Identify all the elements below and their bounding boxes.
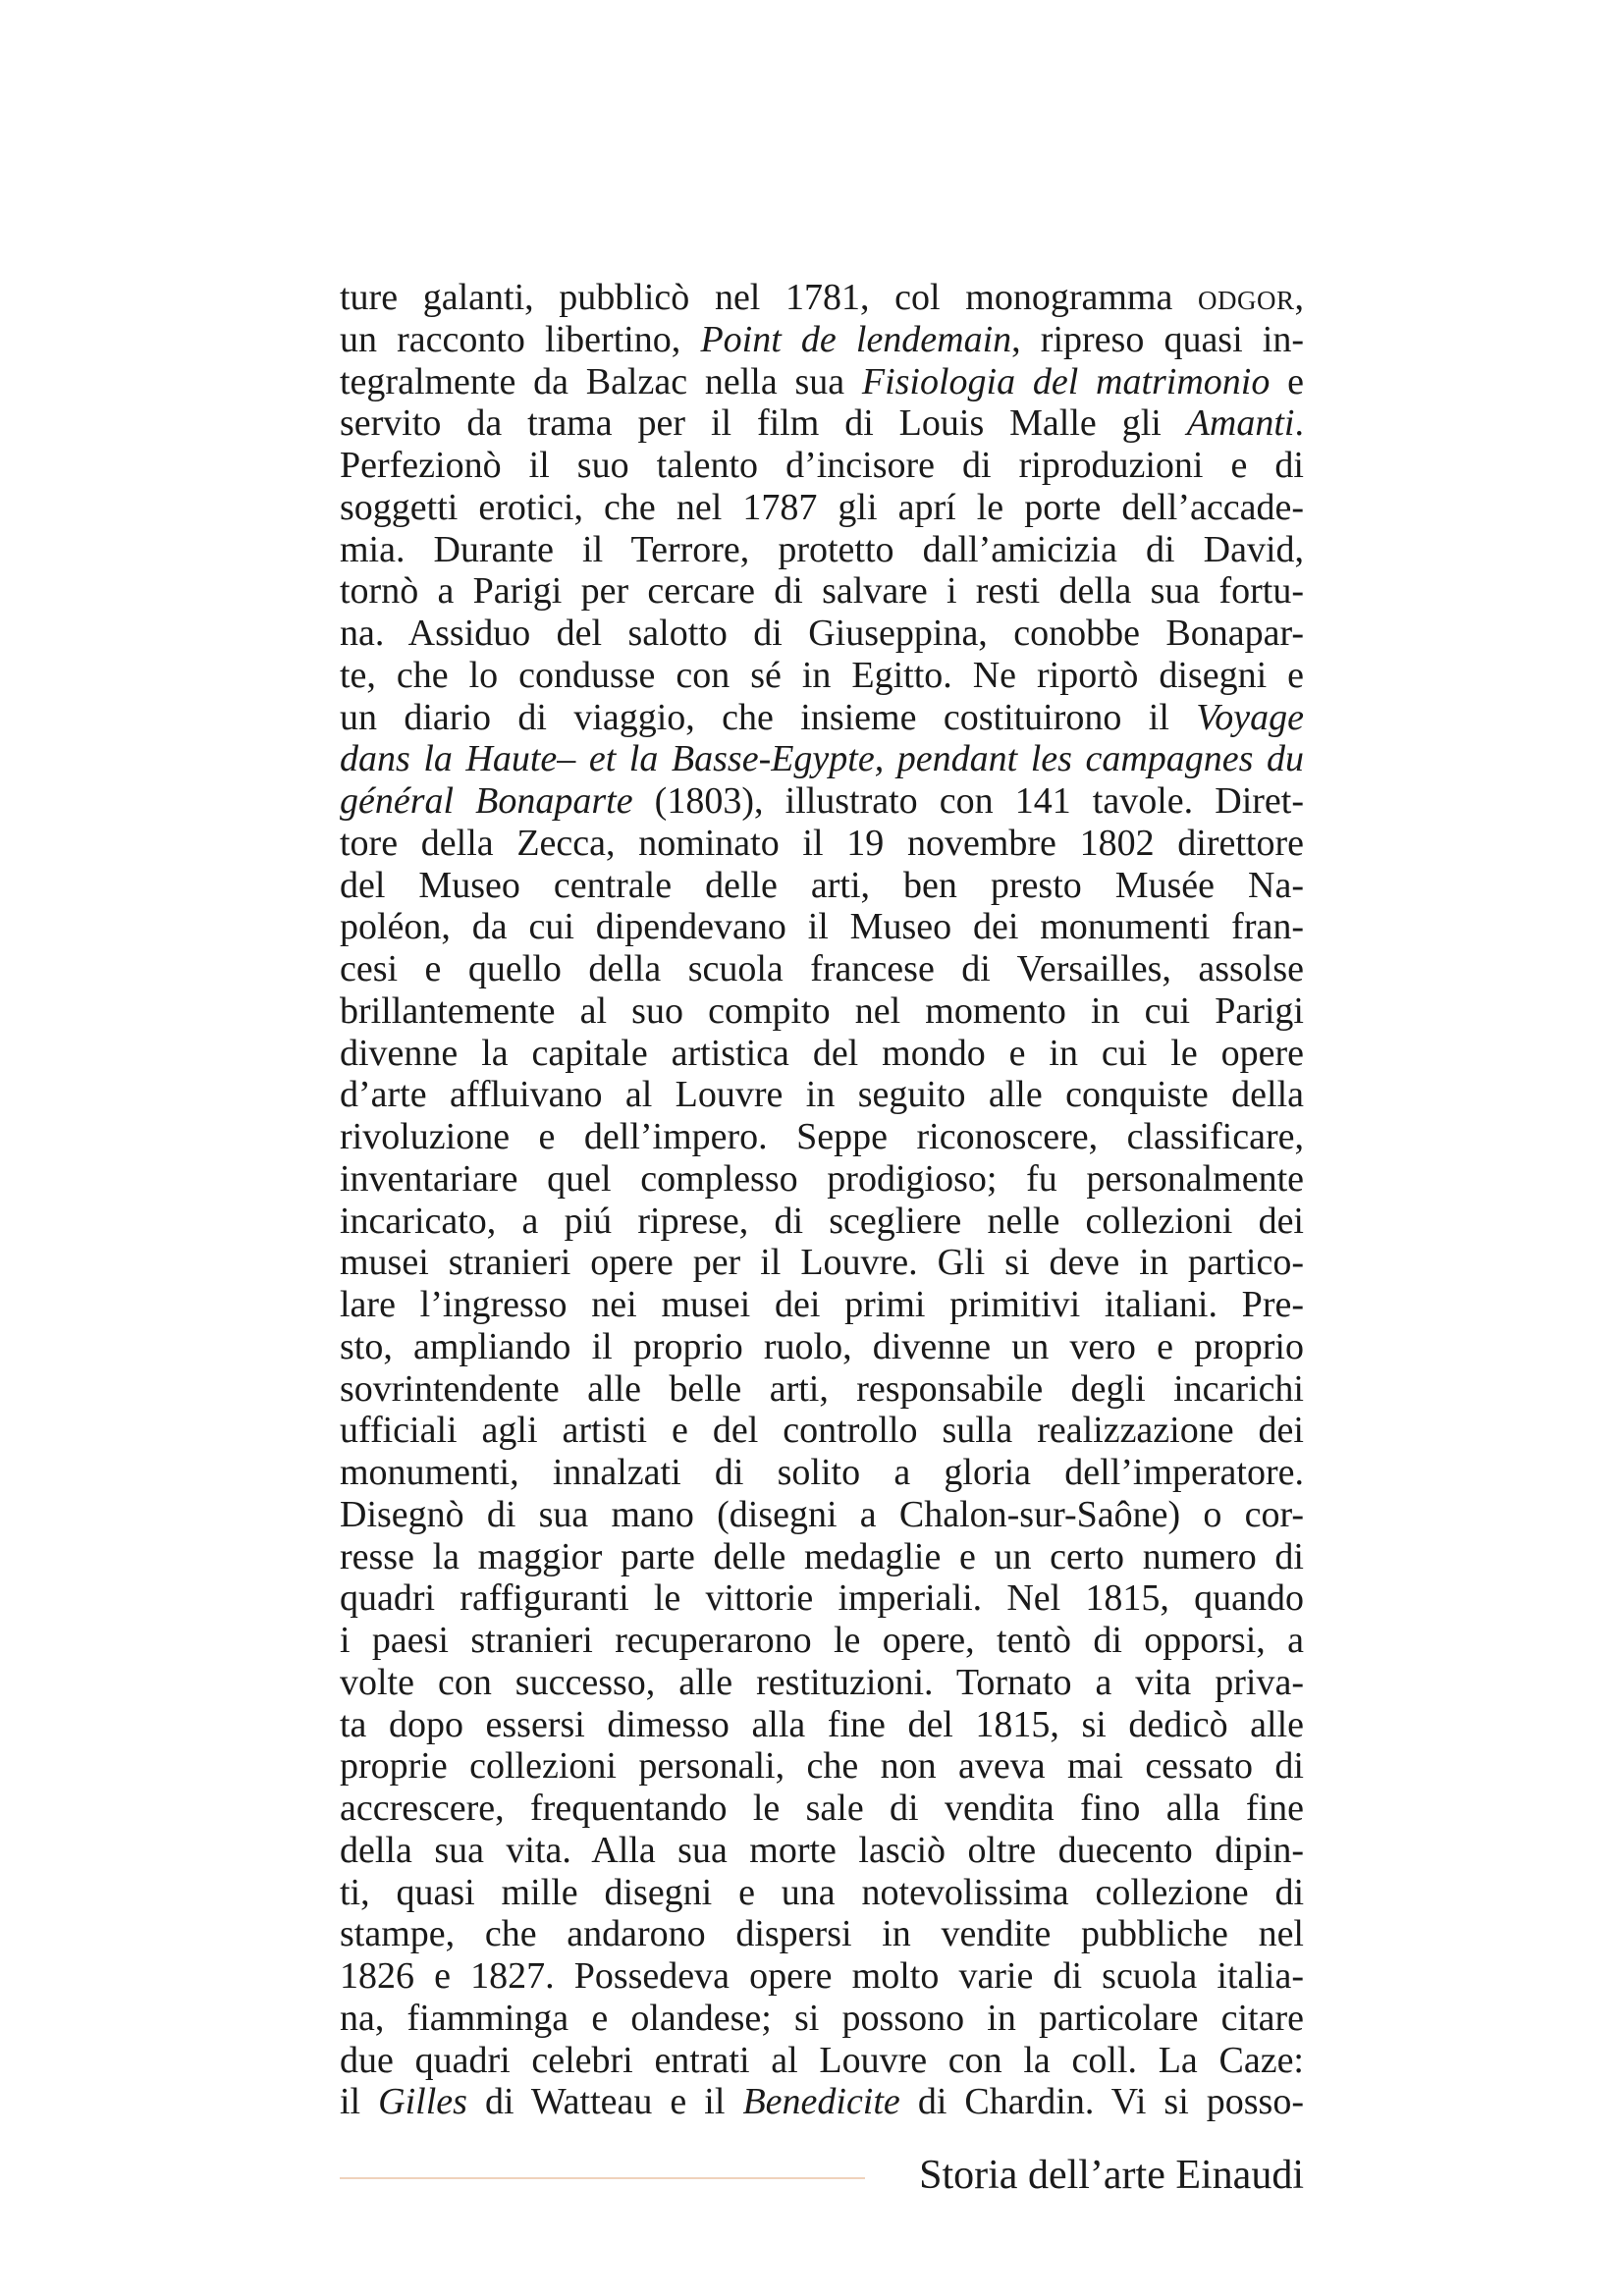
text-line: quadri raffiguranti le vittorie imperiali. Nel 1815, quando [340, 1577, 1304, 1620]
text-line: incaricato, a piú riprese, di scegliere nelle collezioni dei [340, 1200, 1304, 1242]
text-line: proprie collezioni personali, che non aveva mai cessato di [340, 1745, 1304, 1788]
text-line: ufficiali agli artisti e del controllo sulla realizzazione dei [340, 1410, 1304, 1452]
text-line: ture galanti, pubblicò nel 1781, col monogramma odgor, [340, 277, 1304, 318]
text-line: accrescere, frequentando le sale di vendita fino alla fine [340, 1788, 1304, 1829]
text-line: Perfezionò il suo talento d’incisore di riproduzioni e di [340, 445, 1304, 486]
text-line: il Gilles di Watteau e il Benedicite di Chardin. Vi si posso- [340, 2081, 1304, 2123]
text-line: rivoluzione e dell’impero. Seppe riconoscere, classificare, [340, 1116, 1304, 1157]
footer-title: Storia dell’arte Einaudi [919, 2153, 1304, 2198]
text-line: sto, ampliando il proprio ruolo, divenne un vero e proprio [340, 1325, 1304, 1367]
text-line: resse la maggior parte delle medaglie e un certo numero di [340, 1535, 1304, 1577]
text-line: lare l’ingresso nei musei dei primi primitivi italiani. Pre- [340, 1284, 1304, 1325]
text-line: i paesi stranieri recuperarono le opere, tentò di opporsi, a [340, 1620, 1304, 1661]
text-line: un diario di viaggio, che insieme costituirono il Voyage [340, 696, 1304, 738]
text-line: volte con successo, alle restituzioni. Tornato a vita priva- [340, 1661, 1304, 1703]
text-line: mia. Durante il Terrore, protetto dall’amicizia di David, [340, 528, 1304, 570]
text-line: dans la Haute– et la Basse-Egypte, pendant les campagnes du [340, 738, 1304, 780]
text-line: del Museo centrale delle arti, ben presto Musée Na- [340, 864, 1304, 906]
text-line: un racconto libertino, Point de lendemain, ripreso quasi in- [340, 318, 1304, 360]
footer-rule [340, 2177, 865, 2179]
text-line: divenne la capitale artistica del mondo e in cui le opere [340, 1032, 1304, 1074]
text-line: due quadri celebri entrati al Louvre con la coll. La Caze: [340, 2039, 1304, 2081]
text-line: 1826 e 1827. Possedeva opere molto varie di scuola italia- [340, 1955, 1304, 1997]
body-text [340, 277, 1304, 2123]
text-line: Disegnò di sua mano (disegni a Chalon-sur-Saône) o cor- [340, 1493, 1304, 1535]
page-footer [340, 2146, 1304, 2205]
text-line: brillantemente al suo compito nel momento in cui Parigi [340, 989, 1304, 1032]
text-line: stampe, che andarono dispersi in vendite pubbliche nel [340, 1913, 1304, 1955]
text-line: della sua vita. Alla sua morte lasciò oltre duecento dipin- [340, 1829, 1304, 1871]
text-line: poléon, da cui dipendevano il Museo dei monumenti fran- [340, 906, 1304, 948]
text-line: servito da trama per il film di Louis Malle gli Amanti. [340, 402, 1304, 445]
text-line: te, che lo condusse con sé in Egitto. Ne riportò disegni e [340, 654, 1304, 696]
text-line: soggetti erotici, che nel 1787 gli aprí le porte dell’accade- [340, 486, 1304, 528]
text-line: d’arte affluivano al Louvre in seguito alle conquiste della [340, 1074, 1304, 1116]
text-line: inventariare quel complesso prodigioso; fu personalmente [340, 1157, 1304, 1200]
text-line: cesi e quello della scuola francese di Versailles, assolse [340, 948, 1304, 989]
text-line: monumenti, innalzati di solito a gloria dell’imperatore. [340, 1452, 1304, 1493]
text-line: na, fiamminga e olandese; si possono in particolare citare [340, 1997, 1304, 2039]
text-line: tornò a Parigi per cercare di salvare i resti della sua fortu- [340, 570, 1304, 613]
text-line: tore della Zecca, nominato il 19 novembre 1802 direttore [340, 822, 1304, 864]
text-line: sovrintendente alle belle arti, responsabile degli incarichi [340, 1367, 1304, 1410]
text-line: général Bonaparte (1803), illustrato con 141 tavole. Diret- [340, 780, 1304, 822]
text-line: ta dopo essersi dimesso alla fine del 1815, si dedicò alle [340, 1703, 1304, 1745]
text-line: musei stranieri opere per il Louvre. Gli si deve in partico- [340, 1242, 1304, 1284]
text-line: na. Assiduo del salotto di Giuseppina, conobbe Bonapar- [340, 613, 1304, 654]
text-line: tegralmente da Balzac nella sua Fisiologia del matrimonio e [340, 360, 1304, 402]
text-line: ti, quasi mille disegni e una notevolissima collezione di [340, 1871, 1304, 1913]
